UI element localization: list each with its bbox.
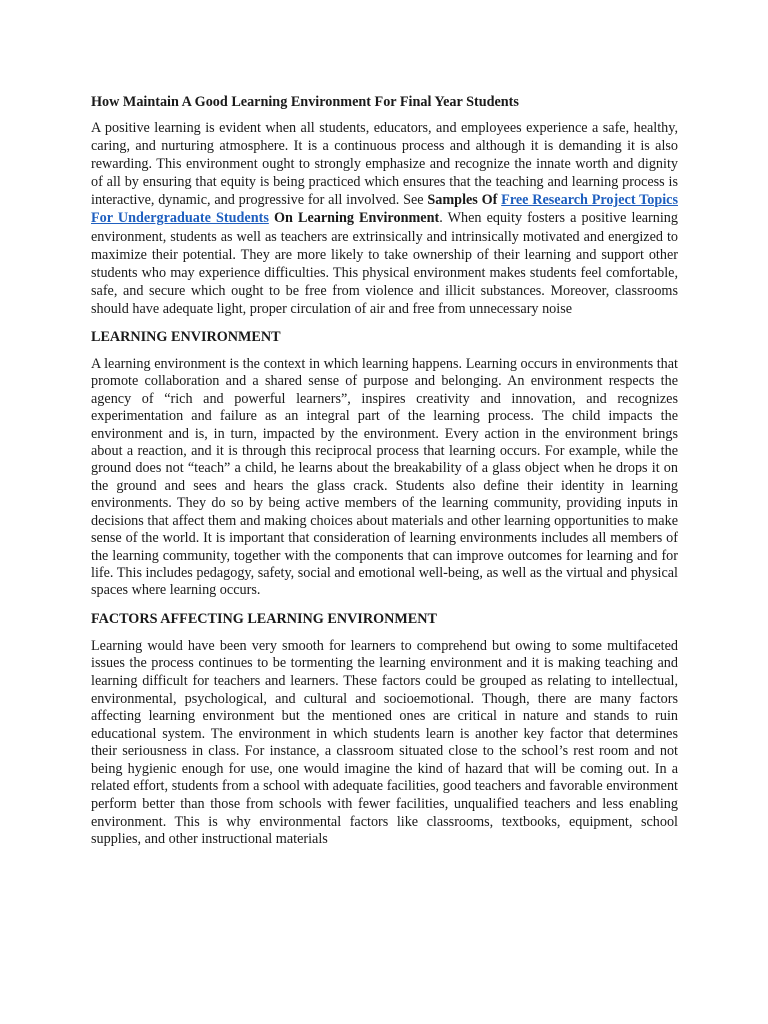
factors-paragraph: Learning would have been very smooth for learners to comprehend but owing to some multifaceted issues the process continues to be tormenting the learning environment and it is making teaching and learning difficult for teachers and learners. These factors could be grouped as relating to intellectual, environmental, psychological, and cultural and socioemotional. Though, there are many factors affecting learning environment but the mentioned ones are critical in nature and stands to ruin educational system. The environment in which students learn is another key factor that determines their seriousness in class. For instance, a classroom situated close to the school’s rest room and not being hygienic enough for use, one would imagine the kind of hazard that will be coming out. In a related effort, students from a school with adequate facilities, good teachers and favorable environment perform better than those from schools with fewer facilities, unqualified teachers and less enabling environment. This is why environmental factors like classrooms, textbooks, equipment, school supplies, and other instructional materials [91,637,678,848]
intro-bold-after-link: On Learning Environment [268,210,440,227]
research-topics-link[interactable]: Free Research Project Topics For Undergraduate Students [91,192,678,227]
intro-text-before: A positive learning is evident when all students, educators, and employees experience a safe, healthy, caring, and nurturing atmosphere. It is a continuous process and although it is demanding it is also rewarding. This environment ought to strongly emphasize and recognize the innate worth and dignity of all by ensuring that equity is being practiced which ensures that the teaching and learning process is interactive, dynamic, and progressive for all involved. See [91,120,678,209]
document-title: How Maintain A Good Learning Environment For Final Year Students [91,94,519,110]
intro-text-after: . When equity fosters a positive learning environment, students as well as teachers are extrinsically and intrinsically motivated and energized to maximize their potential. They are more likely to take ownership of their learning and support other students who may experience difficulties. This physical environment makes students feel comfortable, safe, and secure which ought to be free from violence and illicit substances. Moreover, classrooms should have adequate light, proper circulation of air and free from unnecessary noise [91,210,678,317]
learning-environment-paragraph: A learning environment is the context in which learning happens. Learning occurs in environments that promote collaboration and a shared sense of purpose and belonging. An environment respects the agency of “rich and powerful learners”, inspires creativity and innovation, and recognizes experimentation and failure as an integral part of the learning process. The child impacts the environment and is, in turn, impacted by the environment. Every action in the environment brings about a reaction, and it is through this reciprocal process that learning occurs. For example, while the ground does not “teach” a child, he learns about the breakability of a glass object when he drops it on the ground and sees and hears the glass crack. Students also define their identity in learning environments. They do so by being active members of the learning community, providing inputs in decisions that affect them and making choices about materials and other learning opportunities to make sense of the world. It is important that consideration of learning environments includes all members of the learning community, together with the components that can improve outcomes for learning and for life. This includes pedagogy, safety, social and emotional well-being, as well as the virtual and physical spaces where learning occurs. [91,356,678,599]
section-heading-factors: FACTORS AFFECTING LEARNING ENVIRONMENT [91,610,437,627]
intro-bold-before-link: Samples Of [427,192,502,209]
section-heading-learning-environment: LEARNING ENVIRONMENT [91,329,281,346]
intro-paragraph [91,119,678,318]
